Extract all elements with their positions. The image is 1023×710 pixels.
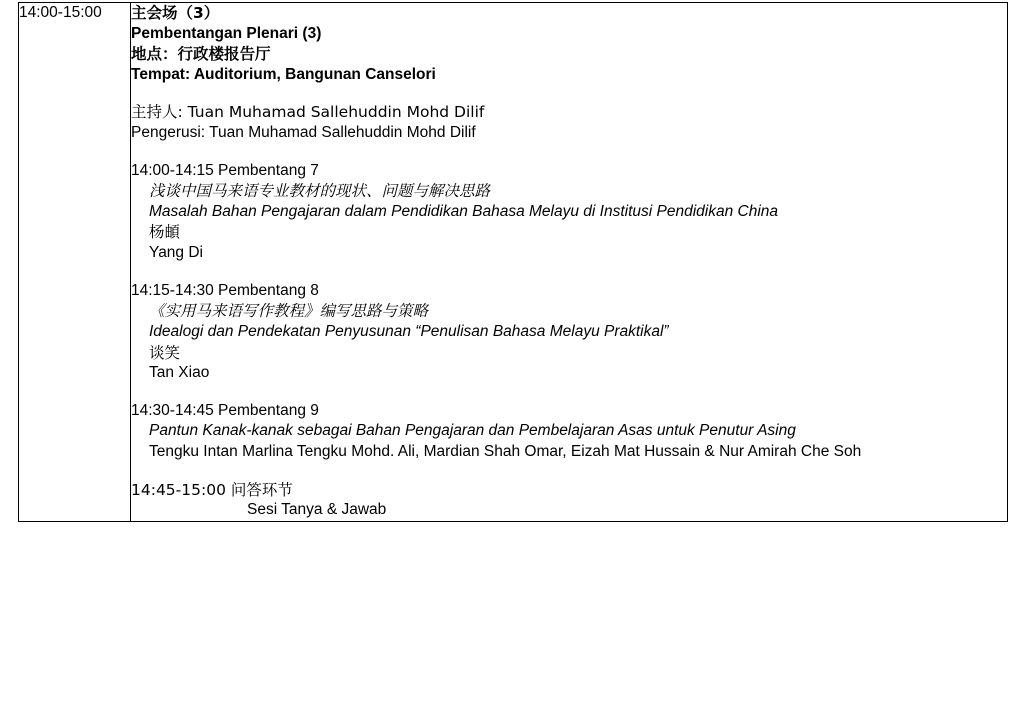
qa-item <box>131 480 1007 521</box>
spacer <box>131 264 1007 281</box>
talk-author-ms: Tan Xiao <box>149 364 210 382</box>
time-cell <box>19 3 131 522</box>
spacer <box>131 463 1007 480</box>
talk-author-ms: Tengku Intan Marlina Tengku Mohd. Ali, Mardian Shah Omar, Eizah Mat Hussain & Nur Amirah Che Soh <box>149 442 862 460</box>
venue-title-ms: Pembentangan Plenari (3) <box>131 24 322 42</box>
session-header <box>131 3 1007 85</box>
talk-title-cn: 《实用马来语写作教程》编写思路与策略 <box>149 302 429 321</box>
talk-slot: 14:15-14:30 Pembentang 8 <box>131 281 319 299</box>
venue-title-cn: 主会场（3） <box>131 4 220 22</box>
session-details-cell <box>131 3 1008 522</box>
location-cn: 地点：行政楼报告厅 <box>131 45 271 64</box>
spacer <box>131 144 1007 161</box>
talk-slot: 14:30-14:45 Pembentang 9 <box>131 401 319 419</box>
talk-slot: 14:00-14:15 Pembentang 7 <box>131 161 319 179</box>
talk-author-ms: Yang Di <box>149 244 203 262</box>
table-row <box>19 3 1008 522</box>
spacer <box>131 384 1007 401</box>
talk-title-ms: Pantun Kanak-kanak sebagai Bahan Pengajaran dan Pembelajaran Asas untuk Penutur Asing <box>149 422 796 440</box>
talk-author-cn: 杨頔 <box>149 223 181 242</box>
talk-item <box>131 161 1007 264</box>
talk-title-cn: 浅谈中国马来语专业教材的现状、问题与解决思路 <box>149 182 491 201</box>
chair-line-ms: Pengerusi: Tuan Muhamad Sallehuddin Mohd Dilif <box>131 124 476 142</box>
location-ms: Tempat: Auditorium, Bangunan Canselori <box>131 65 436 83</box>
talk-item <box>131 401 1007 463</box>
qa-slot-cn: 14:45-15:00 问答环节 <box>131 480 293 499</box>
schedule-table <box>18 2 1008 522</box>
talk-item <box>131 281 1007 384</box>
spacer <box>131 85 1007 102</box>
session-time: 14:00-15:00 <box>19 4 102 21</box>
qa-slot-ms: Sesi Tanya & Jawab <box>247 501 387 519</box>
talk-author-cn: 谈笑 <box>149 343 181 362</box>
chair-line-cn: 主持人: Tuan Muhamad Sallehuddin Mohd Dilif <box>131 103 485 122</box>
talk-title-ms: Masalah Bahan Pengajaran dalam Pendidikan Bahasa Melayu di Institusi Pendidikan China <box>149 202 779 220</box>
talk-title-ms: Idealogi dan Pendekatan Penyusunan “Penulisan Bahasa Melayu Praktikal” <box>149 322 669 340</box>
